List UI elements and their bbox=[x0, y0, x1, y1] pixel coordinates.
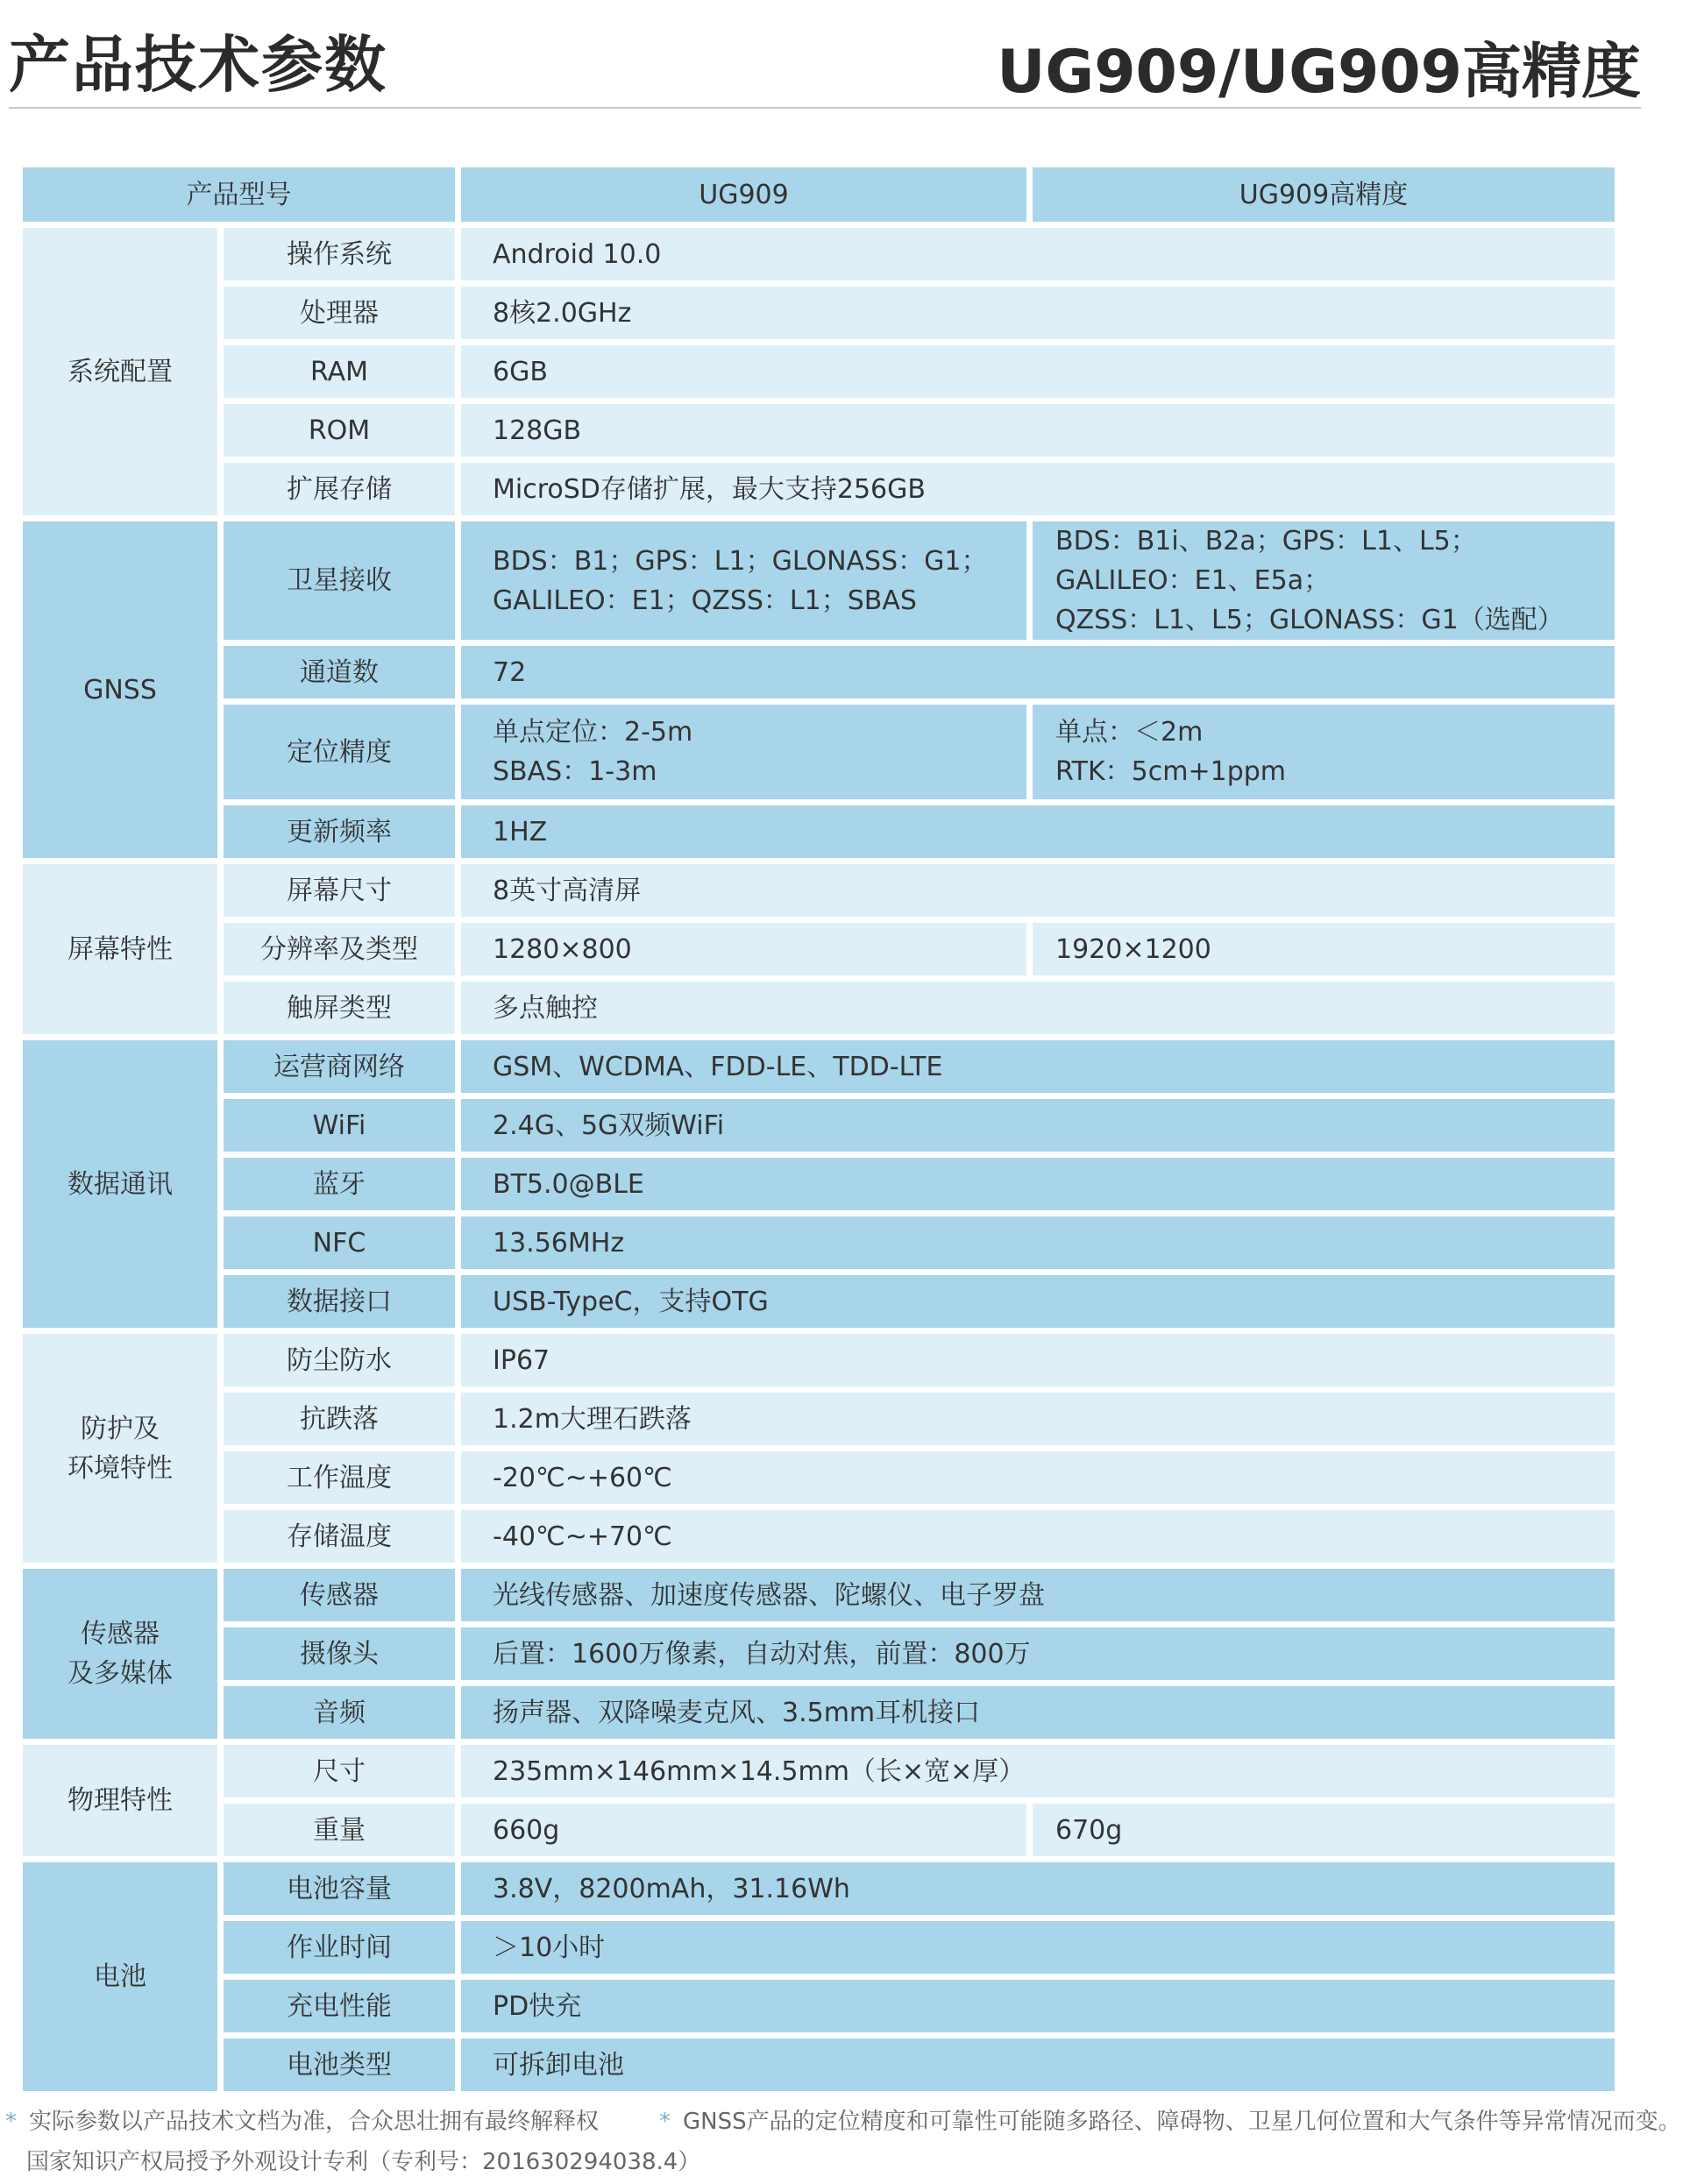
row-label: 音频 bbox=[224, 1686, 455, 1739]
row-label: 电池类型 bbox=[224, 2039, 455, 2091]
group-protection bbox=[23, 1334, 217, 1563]
row-value: 6GB bbox=[461, 345, 1615, 398]
page-title: 产品技术参数 bbox=[9, 29, 387, 101]
row-label: 作业时间 bbox=[224, 1921, 455, 1974]
row-value: -20℃~+60℃ bbox=[461, 1451, 1615, 1504]
row-label: 防尘防水 bbox=[224, 1334, 455, 1386]
group-comm: 数据通讯 bbox=[23, 1040, 217, 1328]
table-row bbox=[23, 1627, 1615, 1680]
group-system: 系统配置 bbox=[23, 228, 217, 515]
table-row bbox=[23, 2039, 1615, 2091]
footnote-text: GNSS产品的定位精度和可靠性可能随多路径、障碍物、卫星几何位置和大气条件等异常情况而变。 bbox=[683, 2109, 1681, 2135]
row-value: BT5.0@BLE bbox=[461, 1158, 1615, 1210]
header-model-label: 产品型号 bbox=[23, 167, 455, 222]
table-header-row bbox=[23, 167, 1615, 222]
row-label: 数据接口 bbox=[224, 1275, 455, 1328]
row-label: WiFi bbox=[224, 1099, 455, 1152]
row-label: RAM bbox=[224, 345, 455, 398]
row-value: 3.8V，8200mAh，31.16Wh bbox=[461, 1862, 1615, 1915]
row-label: 抗跌落 bbox=[224, 1393, 455, 1445]
table-row bbox=[23, 345, 1615, 398]
group-battery: 电池 bbox=[23, 1862, 217, 2091]
table-row bbox=[23, 1393, 1615, 1445]
table-row bbox=[23, 521, 1615, 640]
table-row bbox=[23, 705, 1615, 799]
row-label: 更新频率 bbox=[224, 805, 455, 858]
value-line: SBAS：1-3m bbox=[493, 756, 657, 787]
value-line: QZSS：L1、L5；GLONASS：G1（选配） bbox=[1055, 605, 1564, 635]
row-label: 摄像头 bbox=[224, 1627, 455, 1680]
row-value-a: 660g bbox=[461, 1804, 1026, 1856]
value-line: RTK：5cm+1ppm bbox=[1055, 756, 1286, 787]
group-label-line: 环境特性 bbox=[67, 1452, 173, 1484]
table-row bbox=[23, 1216, 1615, 1269]
row-value: ＞10小时 bbox=[461, 1921, 1615, 1974]
table-row bbox=[23, 1158, 1615, 1210]
table-row bbox=[23, 1451, 1615, 1504]
row-value-a bbox=[461, 521, 1026, 640]
row-value-b bbox=[1033, 705, 1615, 799]
model-title: UG909/UG909高精度 bbox=[997, 38, 1641, 107]
asterisk-icon: * bbox=[659, 2109, 671, 2135]
value-line: BDS：B1i、B2a；GPS：L1、L5；GALILEO：E1、E5a； bbox=[1055, 526, 1477, 596]
row-label: 分辨率及类型 bbox=[224, 923, 455, 975]
row-label: 卫星接收 bbox=[224, 521, 455, 640]
row-value: 8英寸高清屏 bbox=[461, 864, 1615, 917]
table-row bbox=[23, 1921, 1615, 1974]
row-label: 通道数 bbox=[224, 646, 455, 698]
table-row bbox=[23, 1275, 1615, 1328]
row-label: NFC bbox=[224, 1216, 455, 1269]
table-row bbox=[23, 1040, 1615, 1093]
row-label: 传感器 bbox=[224, 1569, 455, 1621]
table-row bbox=[23, 1099, 1615, 1152]
row-label: ROM bbox=[224, 404, 455, 457]
row-value: GSM、WCDMA、FDD-LE、TDD-LTE bbox=[461, 1040, 1615, 1093]
row-value: USB-TypeC，支持OTG bbox=[461, 1275, 1615, 1328]
row-value: Android 10.0 bbox=[461, 228, 1615, 280]
row-label: 操作系统 bbox=[224, 228, 455, 280]
footnote bbox=[659, 2103, 1681, 2136]
row-value: 2.4G、5G双频WiFi bbox=[461, 1099, 1615, 1152]
row-value: 可拆卸电池 bbox=[461, 2039, 1615, 2091]
table-row bbox=[23, 1510, 1615, 1563]
table-row bbox=[23, 805, 1615, 858]
row-value: 光线传感器、加速度传感器、陀螺仪、电子罗盘 bbox=[461, 1569, 1615, 1621]
group-screen: 屏幕特性 bbox=[23, 864, 217, 1034]
group-physical: 物理特性 bbox=[23, 1745, 217, 1856]
row-label: 重量 bbox=[224, 1804, 455, 1856]
group-gnss: GNSS bbox=[23, 521, 217, 858]
row-value-a: 1280×800 bbox=[461, 923, 1026, 975]
row-value-b bbox=[1033, 521, 1615, 640]
row-value: -40℃~+70℃ bbox=[461, 1510, 1615, 1563]
footnote-text: 实际参数以产品技术文档为准，合众思壮拥有最终解释权 bbox=[29, 2109, 600, 2135]
row-label: 处理器 bbox=[224, 287, 455, 339]
table-row bbox=[23, 287, 1615, 339]
table-row bbox=[23, 646, 1615, 698]
row-value: 多点触控 bbox=[461, 982, 1615, 1034]
value-line: GALILEO：E1；QZSS：L1；SBAS bbox=[493, 585, 917, 616]
group-sensors bbox=[23, 1569, 217, 1739]
table-row bbox=[23, 923, 1615, 975]
row-value: 8核2.0GHz bbox=[461, 287, 1615, 339]
table-row bbox=[23, 1862, 1615, 1915]
row-label: 蓝牙 bbox=[224, 1158, 455, 1210]
table-row bbox=[23, 982, 1615, 1034]
row-value: 扬声器、双降噪麦克风、3.5mm耳机接口 bbox=[461, 1686, 1615, 1739]
row-label: 运营商网络 bbox=[224, 1040, 455, 1093]
row-value: MicroSD存储扩展，最大支持256GB bbox=[461, 463, 1615, 515]
group-label-line: 防护及 bbox=[81, 1413, 160, 1444]
row-value: 后置：1600万像素，自动对焦，前置：800万 bbox=[461, 1627, 1615, 1680]
table-row bbox=[23, 1804, 1615, 1856]
row-value: 1HZ bbox=[461, 805, 1615, 858]
table-row bbox=[23, 463, 1615, 515]
footnote bbox=[5, 2103, 599, 2136]
table-row bbox=[23, 1686, 1615, 1739]
table-row bbox=[23, 228, 1615, 280]
row-value: PD快充 bbox=[461, 1980, 1615, 2032]
row-label: 尺寸 bbox=[224, 1745, 455, 1798]
table-row bbox=[23, 1980, 1615, 2032]
group-label-line: 传感器 bbox=[81, 1619, 160, 1649]
footnote-text: 国家知识产权局授予外观设计专利（专利号：201630294038.4） bbox=[26, 2149, 701, 2175]
row-label: 触屏类型 bbox=[224, 982, 455, 1034]
header-model-a: UG909 bbox=[461, 167, 1026, 222]
table-row bbox=[23, 864, 1615, 917]
row-value-b: 670g bbox=[1033, 1804, 1615, 1856]
value-line: 单点定位：2-5m bbox=[493, 717, 693, 748]
row-value-a bbox=[461, 705, 1026, 799]
row-label: 电池容量 bbox=[224, 1862, 455, 1915]
row-label: 存储温度 bbox=[224, 1510, 455, 1563]
row-value: 128GB bbox=[461, 404, 1615, 457]
group-label-line: 及多媒体 bbox=[67, 1658, 173, 1689]
table-row bbox=[23, 1745, 1615, 1798]
value-line: 单点：＜2m bbox=[1055, 717, 1204, 748]
row-value-b: 1920×1200 bbox=[1033, 923, 1615, 975]
row-label: 工作温度 bbox=[224, 1451, 455, 1504]
row-label: 屏幕尺寸 bbox=[224, 864, 455, 917]
asterisk-icon: * bbox=[5, 2109, 17, 2135]
page-header bbox=[9, 0, 1641, 109]
spec-table bbox=[17, 161, 1621, 2097]
row-label: 定位精度 bbox=[224, 705, 455, 799]
footnote bbox=[26, 2144, 700, 2176]
row-label: 充电性能 bbox=[224, 1980, 455, 2032]
row-value: 13.56MHz bbox=[461, 1216, 1615, 1269]
table-row bbox=[23, 1334, 1615, 1386]
table-row bbox=[23, 404, 1615, 457]
row-label: 扩展存储 bbox=[224, 463, 455, 515]
value-line: BDS：B1；GPS：L1；GLONASS：G1； bbox=[493, 545, 988, 577]
row-value: 72 bbox=[461, 646, 1615, 698]
row-value: 235mm×146mm×14.5mm（长×宽×厚） bbox=[461, 1745, 1615, 1798]
header-model-b: UG909高精度 bbox=[1033, 167, 1615, 222]
row-value: 1.2m大理石跌落 bbox=[461, 1393, 1615, 1445]
table-row bbox=[23, 1569, 1615, 1621]
row-value: IP67 bbox=[461, 1334, 1615, 1386]
